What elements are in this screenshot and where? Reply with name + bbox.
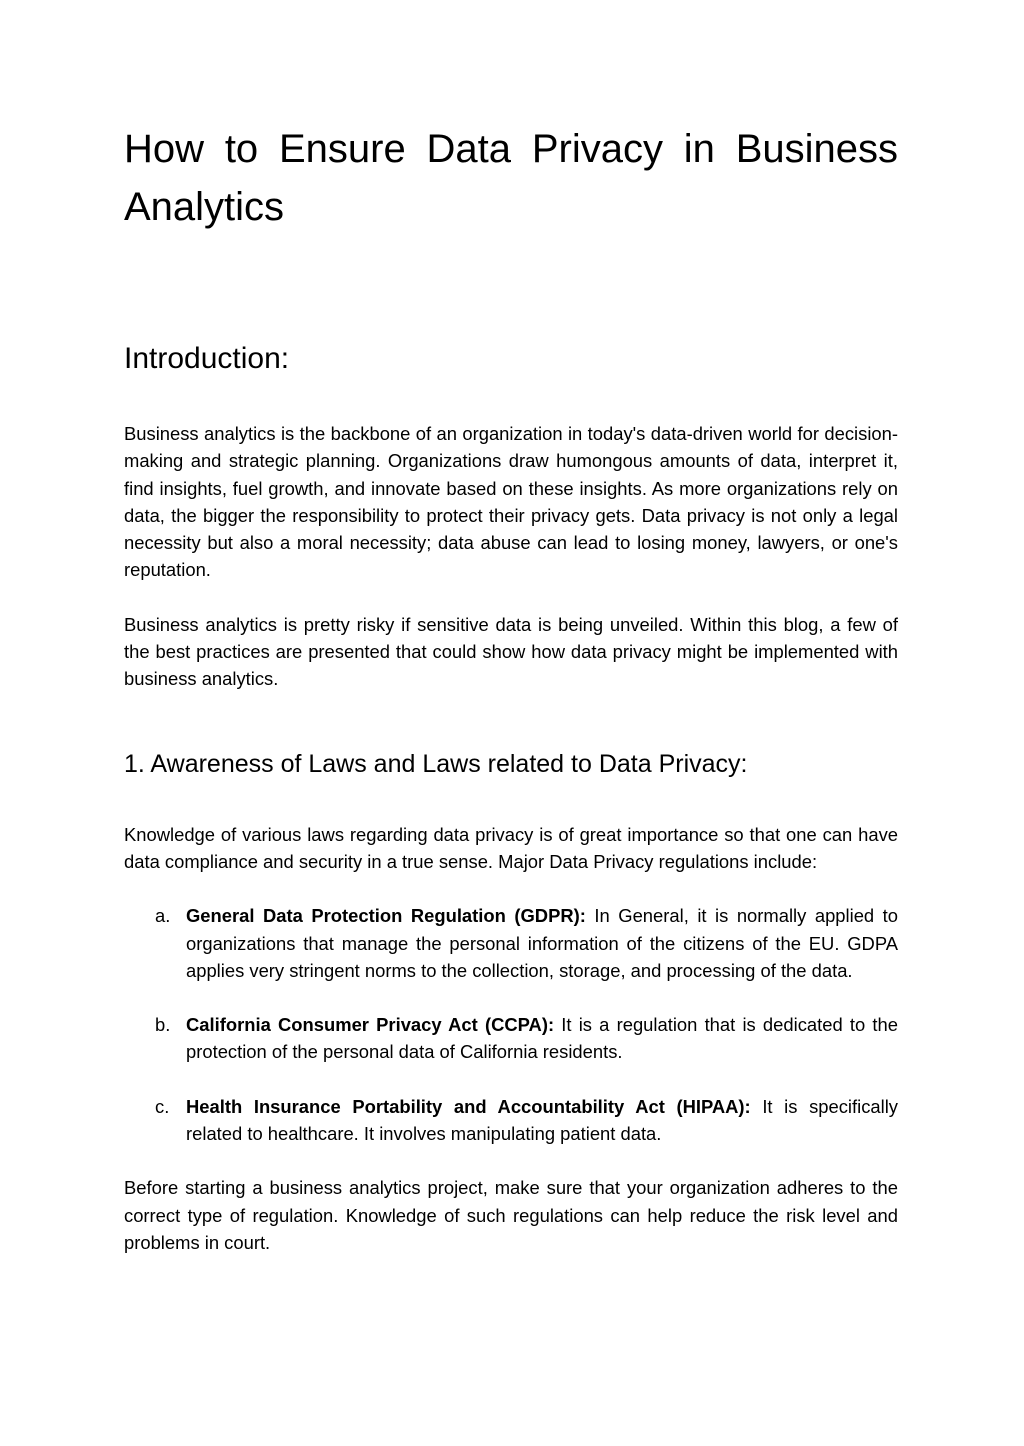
list-item-term: California Consumer Privacy Act (CCPA): bbox=[186, 1014, 555, 1036]
intro-paragraph: Business analytics is pretty risky if sensitive data is being unveiled. Within this blog, a few of the best practices are presented that could show how data privacy might be implemented with business analytics. bbox=[124, 613, 898, 690]
section-lead-paragraph: Knowledge of various laws regarding data privacy is of great importance so that one can have data compliance and security in a true sense. Major Data Privacy regulations include: bbox=[124, 823, 898, 872]
document-content bbox=[124, 120, 898, 1256]
list-item bbox=[124, 902, 898, 984]
list-item-text: In General, it is normally applied to organizations that manage the personal information of the citizens of the EU. GDPA applies very stringent norms to the collection, storage, and processing of the data. bbox=[186, 905, 899, 981]
list-item-term: General Data Protection Regulation (GDPR): bbox=[186, 905, 586, 927]
section-closing-paragraph: Before starting a business analytics project, make sure that your organization adheres to the correct type of regulation. Knowledge of such regulations can help reduce the risk level and problems in court. bbox=[124, 1177, 898, 1253]
list-item bbox=[124, 1011, 898, 1066]
intro-paragraph: Business analytics is the backbone of an organization in today's data-driven world for decision-making and strategic planning. Organizations draw humongous amounts of data, interpret it, find insights, fuel growth, and innovate based on these insights. As more organizations rely on data, the bigger the responsibility to protect their privacy gets. Data privacy is not only a legal necessity but also a moral necessity; data abuse can lead to losing money, lawyers, or one's reputation. bbox=[124, 423, 898, 581]
intro-heading: Introduction: bbox=[124, 342, 290, 375]
list-item-term: Health Insurance Portability and Accountability Act (HIPAA): bbox=[186, 1095, 751, 1117]
list-item-text: It is a regulation that is dedicated to the protection of the personal data of California residents. bbox=[186, 1014, 898, 1063]
list-item-text: It is specifically related to healthcare. It involves manipulating patient data. bbox=[186, 1095, 898, 1145]
list-marker: b. bbox=[155, 1014, 171, 1036]
document-title: How to Ensure Data Privacy in Business Analytics bbox=[124, 127, 898, 229]
section-heading: 1. Awareness of Laws and Laws related to Data Privacy: bbox=[124, 749, 748, 778]
regulations-list bbox=[124, 902, 898, 1147]
list-marker: a. bbox=[155, 905, 171, 927]
list-item bbox=[124, 1093, 898, 1148]
list-marker: c. bbox=[155, 1095, 170, 1117]
